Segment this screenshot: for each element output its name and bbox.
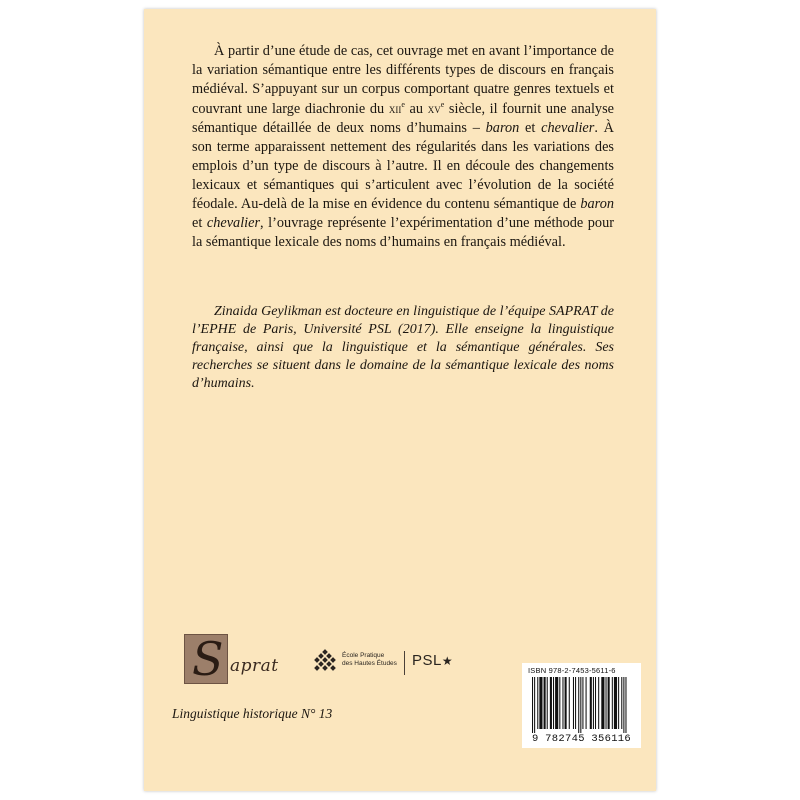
summary-text-2: siècle, il fournit une analyse sémantique détaillée de deux noms d’humains –: [192, 101, 614, 136]
barcode-bar: [534, 677, 535, 733]
century-start-sup: e: [401, 100, 405, 110]
century-start: xii: [388, 101, 402, 116]
barcode-bar: [586, 677, 587, 729]
century-end-sup: e: [440, 100, 445, 110]
term-chevalier: chevalier: [541, 120, 595, 136]
barcode-bar: [625, 677, 626, 733]
saprat-logo: [184, 632, 292, 686]
ephe-line-1: École Pratique: [342, 652, 385, 659]
summary-text-4: , l’ouvrage représente l’expérimentation d’une méthode pour la sémantique lexicale des noms d’humains en français médiéval.: [192, 215, 614, 250]
term-baron-2: baron: [580, 196, 614, 212]
barcode-bar: [614, 677, 617, 729]
barcode-bar: [601, 677, 604, 729]
barcode-bar: [595, 677, 596, 729]
barcode-bar: [550, 677, 552, 729]
isbn-label: ISBN 978-2-7453-5611-6: [528, 666, 616, 675]
saprat-word: aprat: [230, 656, 279, 676]
barcode-bar: [598, 677, 599, 729]
ephe-name: [342, 652, 397, 668]
ephe-emblem-icon: [312, 649, 338, 675]
ephe-psl-logo: [312, 649, 462, 679]
barcode-bar: [621, 677, 622, 729]
barcode-bar: [532, 677, 533, 733]
summary-text-between: au: [404, 101, 428, 117]
barcode-bar: [537, 677, 538, 729]
barcode-bar: [606, 677, 607, 729]
barcode-digits: 9 782745 356116: [531, 733, 631, 745]
back-cover: [144, 9, 656, 791]
barcode-bar: [569, 677, 570, 729]
barcode-bars: [528, 677, 635, 733]
summary-text-1: À partir d’une étude de cas, cet ouvrage met en avant l’importance de la variation sémantique entre les différents types de discours en français médiéval. S’appuyant sur un corpus comportant quatre genres textuels et couvrant une large diachronie du: [192, 43, 614, 117]
barcode-bar: [565, 677, 567, 729]
logo-divider: [404, 651, 405, 675]
barcode-bar: [578, 677, 579, 733]
star-icon: ★: [441, 654, 454, 668]
summary-and: et: [519, 120, 542, 136]
barcode-bar: [544, 677, 546, 729]
barcode-bar: [580, 677, 581, 733]
barcode-bar: [582, 677, 583, 729]
barcode-bar: [593, 677, 594, 729]
summary-text-3: . À son terme apparaissent nettement des régularités dans les variations des emplois d’un type de discours à l’autre. Il en découle des changements lexicaux et sémantiques qui s’articulent avec l’évolution de la société féodale. Au-delà de la mise en évidence du contenu sémantique de: [192, 120, 615, 212]
term-chevalier-2: chevalier: [206, 215, 261, 231]
psl-label: PSL: [412, 652, 442, 669]
term-baron: baron: [485, 120, 520, 136]
barcode-bar: [612, 677, 613, 729]
century-end: xv: [427, 101, 441, 116]
barcode-bar: [559, 677, 560, 729]
barcode-bar: [562, 677, 563, 729]
barcode-bar: [590, 677, 592, 729]
saprat-initial: S: [192, 632, 224, 686]
author-bio: Zinaida Geylikman est docteure en linguistique de l’équipe SAPRAT de l’EPHE de Paris, Université PSL (2017). Elle enseigne la linguistique française, ainsi que la linguistique et la sémantique générales. Ses recherches se situent dans le domaine de la sémantique lexicale des noms d’humains.: [192, 304, 614, 391]
summary-and-2: et: [192, 215, 207, 231]
summary-paragraph: [192, 42, 614, 252]
barcode-bar: [547, 677, 548, 729]
isbn-barcode: [522, 663, 641, 748]
barcode-bar: [575, 677, 576, 729]
psl-logo: [412, 652, 453, 669]
ephe-line-2: des Hautes Études: [342, 660, 397, 667]
barcode-bar: [555, 677, 558, 729]
barcode-bar: [608, 677, 610, 729]
barcode-bar: [553, 677, 554, 729]
barcode-bar: [623, 677, 624, 733]
series-title: Linguistique historique N° 13: [172, 706, 333, 721]
barcode-bar: [539, 677, 542, 729]
barcode-bar: [618, 677, 619, 729]
saprat-initial-box: [184, 634, 228, 684]
barcode-bar: [573, 677, 574, 729]
